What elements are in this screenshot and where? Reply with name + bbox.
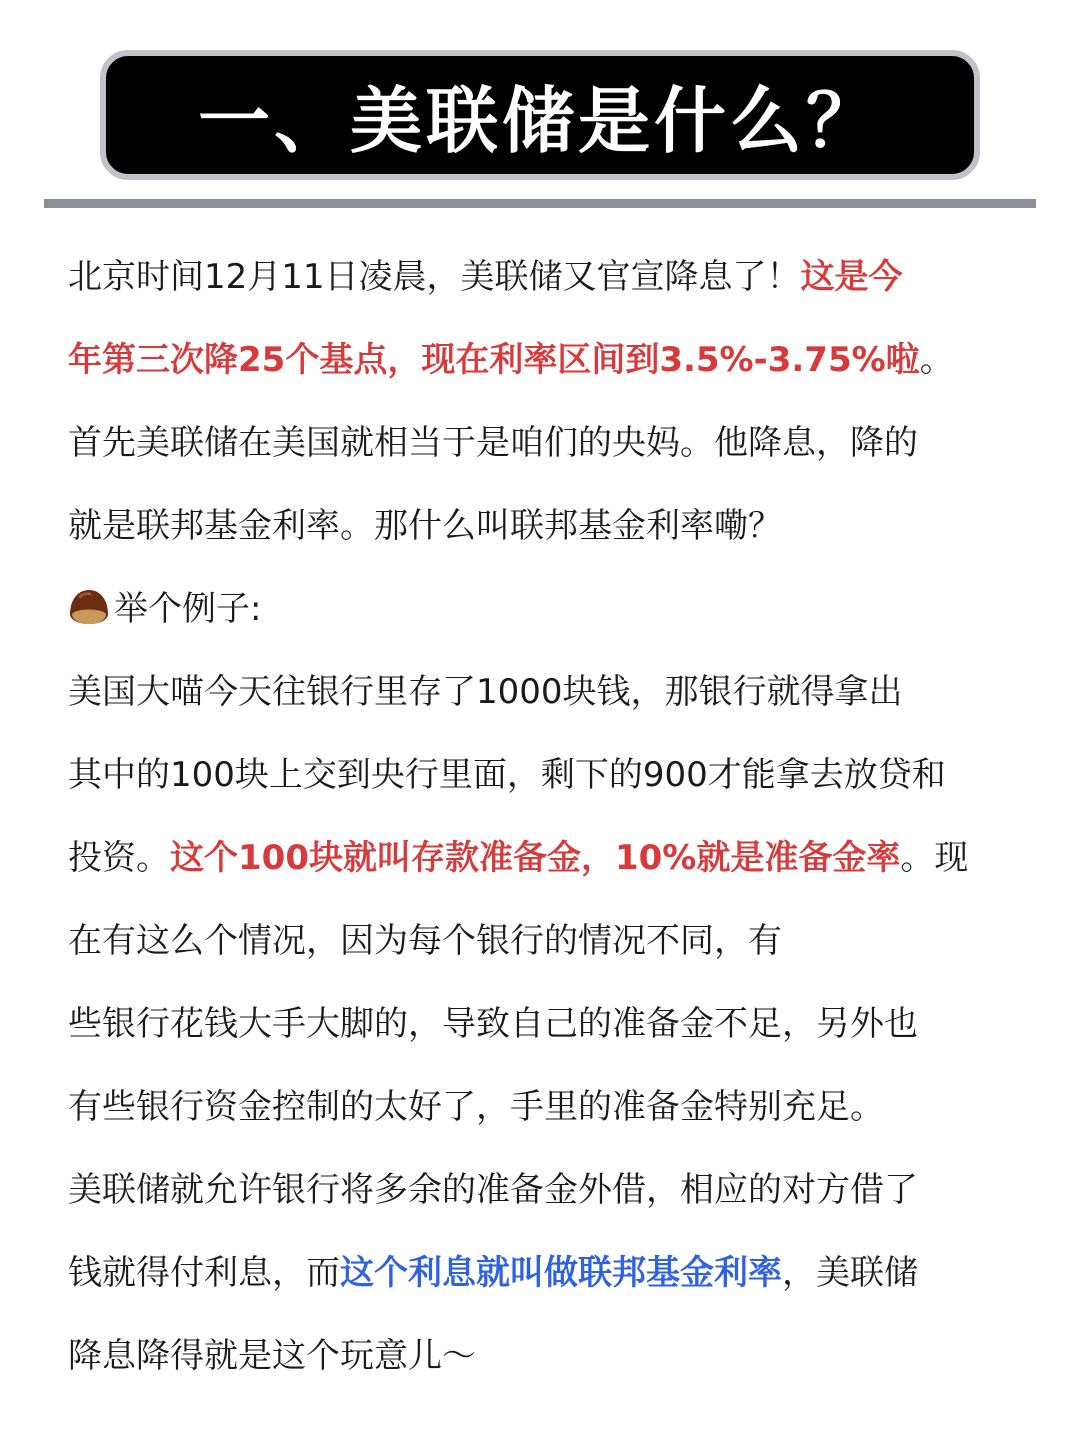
highlight-red-text: 这个100块就叫存款准备金，10%就是准备金率 bbox=[170, 838, 901, 878]
text-line bbox=[68, 236, 1018, 319]
text-segment: 钱就得付利息，而 bbox=[68, 1253, 340, 1293]
chestnut-icon bbox=[68, 587, 110, 627]
article-body bbox=[68, 236, 1018, 1398]
text-line: 些银行花钱大手大脚的，导致自己的准备金不足，另外也 bbox=[68, 1004, 918, 1044]
example-label: 举个例子: bbox=[114, 589, 262, 629]
divider bbox=[44, 199, 1036, 208]
highlight-red-text: 这是今 bbox=[800, 257, 903, 297]
page-title: 一、美联储是什么？ bbox=[197, 79, 882, 163]
text-line: 就是联邦基金利率。那什么叫联邦基金利率嘞？ bbox=[68, 506, 782, 546]
text-segment: 投资。 bbox=[68, 838, 170, 878]
text-line bbox=[68, 1232, 1018, 1315]
text-line bbox=[68, 319, 1018, 402]
text-line: 美联储就允许银行将多余的准备金外借，相应的对方借了 bbox=[68, 1170, 918, 1210]
text-segment: ，美联储 bbox=[782, 1253, 918, 1293]
highlight-blue-text: 这个利息就叫做联邦基金利率 bbox=[340, 1253, 782, 1293]
text-line: 降息降得就是这个玩意儿～ bbox=[68, 1336, 476, 1376]
example-heading bbox=[68, 568, 1018, 651]
highlight-red-text: 年第三次降25个基点，现在利率区间到3.5%-3.75%啦 bbox=[68, 340, 920, 380]
title-banner bbox=[100, 50, 980, 180]
text-line: 在有这么个情况，因为每个银行的情况不同，有 bbox=[68, 921, 782, 961]
text-line: 首先美联储在美国就相当于是咱们的央妈。他降息，降的 bbox=[68, 423, 918, 463]
text-line: 有些银行资金控制的太好了，手里的准备金特别充足。 bbox=[68, 1087, 884, 1127]
text-segment: 北京时间12月11日凌晨，美联储又官宣降息了！ bbox=[68, 257, 801, 297]
text-line: 其中的100块上交到央行里面，剩下的900才能拿去放贷和 bbox=[68, 755, 946, 795]
text-segment: 。现 bbox=[900, 838, 969, 878]
text-segment: 。 bbox=[919, 340, 954, 380]
text-line: 美国大喵今天往银行里存了1000块钱，那银行就得拿出 bbox=[68, 672, 903, 712]
text-line bbox=[68, 817, 1018, 900]
